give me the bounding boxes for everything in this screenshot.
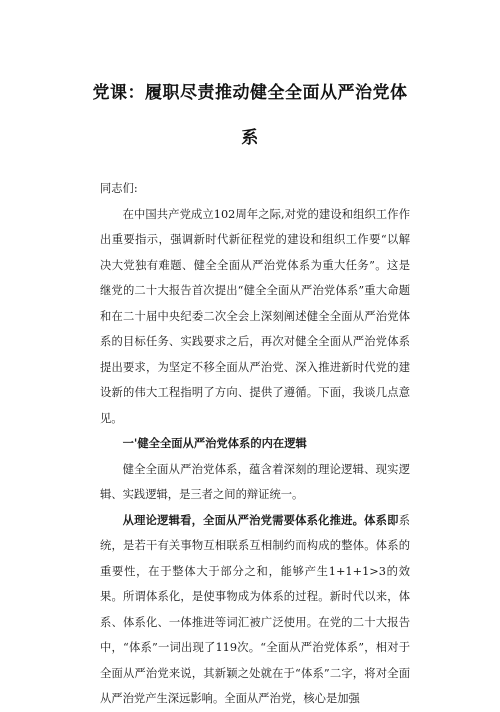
paragraph-theoretical-logic	[100, 508, 410, 712]
salutation: 同志们:	[100, 182, 138, 195]
paragraph-logic-summary: 健全全面从严治党体系，蕴含着深刻的理论逻辑、现实逻辑、实践逻辑，是三者之间的辩证统一。	[100, 462, 410, 501]
paragraph-body-text: 系统，是若干有关事物互相联系互相制约而构成的整体。体系的重要性，在于整体大于部分之和，能够产生1+1+1>3的效果。所谓体系化，是使事物成为体系的过程。新时代以来，体系、体系化、一体推进等词汇被广泛使用。在党的二十大报告中，“体系”一词出现了119次。“全面从严治党体系”，相对于全面从严治党来说，其新颖之处就在于“体系”二字，将对全面从严治党产生深远影响。全面从严治党，核心是加强	[100, 513, 410, 705]
document-title-line1: 党课：履职尽责推动健全全面从严治党体	[92, 83, 408, 103]
section-heading-1: 一'健全全面从严治党体系的内在逻辑	[122, 437, 307, 450]
document-title-line2: 系	[241, 128, 259, 148]
paragraph-lead-bold: 从理论逻辑看，全面从严治党需要体系化推进。体系即	[122, 513, 399, 527]
document-body	[100, 176, 410, 712]
paragraph-intro: 在中国共产党成立102周年之际,对党的建设和组织工作作出重要指示，强调新时代新征程党的建设和组织工作要“以解决大党独有难题、健全全面从严治党体系为重大任务”。这是继党的二十大报告首次提出“健全全面从严治党体系”重大命题和在二十届中央纪委二次全会上深刻阐述健全全面从严治党体系的目标任务、实践要求之后，再次对健全全面从严治党体系提出要求，为坚定不移全面从严治党、深入推进新时代党的建设新的伟大工程指明了方向、提供了遵循。下面，我谈几点意见。	[100, 207, 410, 425]
